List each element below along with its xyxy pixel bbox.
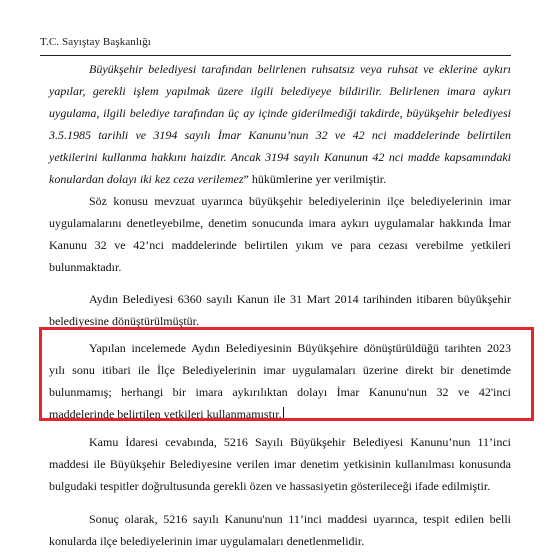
finding-text[interactable]: Yapılan incelemede Aydın Belediyesinin Büyükşehire dönüştürüldüğü tarihten 2023 yılı sonu itibari ile İlçe Belediyelerinin imar uygulamaları üzerine direkt bir denetimde bulunmamış; herhangi bir imara aykırılıktan dolayı İmar Kanunu'nun 32 ve 42'inci maddelerinde belirtilen yetkileri kullanmamıştır. <box>49 341 511 421</box>
conclusion-paragraph: Sonuç olarak, 5216 sayılı Kanunu'nun 11’inci maddesi uyarınca, tespit edilen belli konularda ilçe belediyelerinin imar uygulamaları denetlenmelidir. <box>49 512 511 548</box>
quoted-law-text: Büyükşehir belediyesi tarafından belirlenen ruhsatsız veya ruhsat ve eklerine aykırı yapılar, gerekli işlem yapılmak üzere ilgili belediyeye bildirilir. Belirlenen imara aykırı uygulama, ilgili belediye tarafından üç ay içinde giderilmediği takdirde, büyükşehir belediyesi 3.5.1985 tarihli ve 3194 sayılı İmar Kanunu’nun 32 ve 42 nci maddelerinde belirtilen yetkilerini kullanma hakkını haizdir. Ancak 3194 sayılı Kanunun 42 nci madde kapsamındaki konulardan dolayı iki kez ceza verilemez <box>49 62 511 186</box>
legislation-paragraph: Söz konusu mevzuat uyarınca büyükşehir belediyelerinin ilçe belediyelerinin imar uygulamalarını denetleyebilme, denetim sonucunda imara aykırı uygulamalar hakkında İmar Kanunu 32 ve 42’nci maddelerinde belirtilen yıkım ve para cezası verebilme yetkileri bulunmaktadır. <box>49 194 511 274</box>
highlight-box <box>39 327 534 421</box>
quoted-law-tail: ” hükümlerine yer verilmiştir. <box>243 172 387 186</box>
agency-response-paragraph: Kamu İdaresi cevabında, 5216 Sayılı Büyükşehir Belediyesi Kanunu’nun 11’inci maddesi ile Büyükşehir Belediyesine verilen imar denetim yetkisinin kullanılması konusunda bulgudaki tespitler doğrultusunda gerekli özen ve hassasiyetin gösterileceği ifade edilmiştir. <box>49 435 511 493</box>
quoted-law-paragraph <box>49 58 511 190</box>
conversion-paragraph: Aydın Belediyesi 6360 sayılı Kanun ile 31 Mart 2014 tarihinden itibaren büyükşehir belediyesine dönüştürülmüştür. <box>49 292 511 328</box>
page-header: T.C. Sayıştay Başkanlığı <box>40 36 151 48</box>
header-rule <box>40 55 511 56</box>
